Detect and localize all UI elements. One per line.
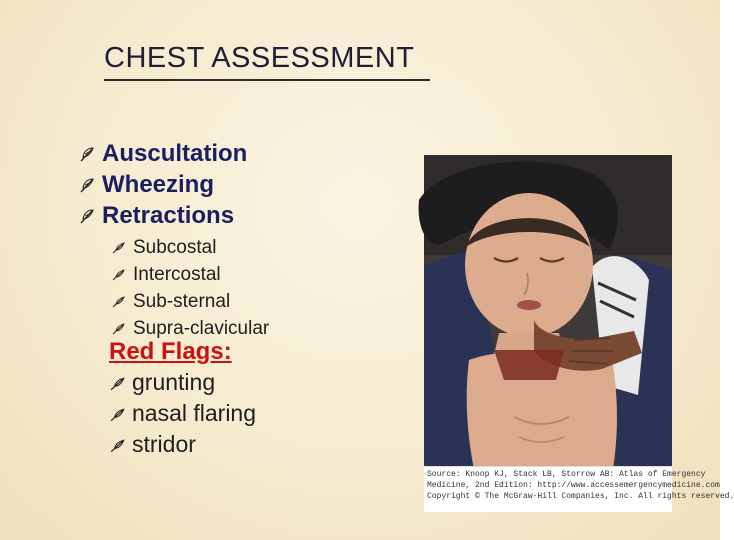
credit-line: Medicine, 2nd Edition: http://www.accessemergencymedicine.com bbox=[427, 481, 720, 490]
bullet-auscultation bbox=[78, 138, 269, 169]
red-flags-heading: Red Flags: bbox=[109, 338, 232, 365]
sub-bullet-label: Supra-clavicular bbox=[133, 318, 270, 339]
clinical-photo bbox=[424, 155, 734, 512]
shirt-graphic bbox=[494, 350, 564, 380]
bullet-retractions bbox=[78, 200, 269, 231]
title-underline bbox=[104, 79, 430, 81]
red-flag-nasal-flaring bbox=[110, 398, 256, 429]
photo-credit bbox=[424, 466, 734, 512]
credit-line: Source: Knoop KJ, Stack LB, Storrow AB: Atlas of Emergency bbox=[427, 470, 706, 479]
sub-bullet-intercostal bbox=[78, 261, 269, 288]
red-flag-label: nasal flaring bbox=[132, 400, 257, 426]
sub-bullet-label: Subcostal bbox=[133, 237, 217, 258]
pen-nib-bullet-icon bbox=[110, 408, 126, 422]
red-flag-grunting bbox=[110, 367, 256, 398]
pen-nib-bullet-icon bbox=[110, 439, 126, 453]
bullet-label: Retractions bbox=[102, 202, 235, 229]
feather-quill-bullet-icon bbox=[78, 145, 96, 163]
slide-title: CHEST ASSESSMENT bbox=[104, 42, 415, 74]
child-face bbox=[465, 193, 593, 337]
red-flags-list bbox=[110, 367, 256, 460]
bullet-label: Wheezing bbox=[102, 171, 214, 198]
retraction-sublist-container bbox=[78, 234, 269, 342]
red-flag-label: stridor bbox=[132, 431, 196, 457]
retraction-sublist bbox=[78, 234, 269, 342]
feather-quill-bullet-icon bbox=[78, 207, 96, 225]
sub-bullet-subcostal bbox=[78, 234, 269, 261]
bullet-wheezing bbox=[78, 169, 269, 200]
sub-bullet-label: Intercostal bbox=[133, 264, 221, 285]
pen-nib-bullet-icon bbox=[112, 323, 126, 335]
sub-bullet-label: Sub-sternal bbox=[133, 291, 231, 312]
pen-nib-bullet-icon bbox=[110, 377, 126, 391]
sub-bullet-sub-sternal bbox=[78, 288, 269, 315]
pen-nib-bullet-icon bbox=[112, 242, 126, 254]
red-flag-label: grunting bbox=[132, 369, 216, 395]
bullet-label: Auscultation bbox=[102, 140, 248, 167]
pen-nib-bullet-icon bbox=[112, 296, 126, 308]
red-flag-stridor bbox=[110, 429, 256, 460]
main-bullet-list bbox=[78, 138, 269, 342]
credit-line: Copyright © The McGraw-Hill Companies, Inc. All rights reserved. bbox=[427, 492, 734, 501]
feather-quill-bullet-icon bbox=[78, 176, 96, 194]
child-retractions-illustration bbox=[424, 155, 734, 512]
pen-nib-bullet-icon bbox=[112, 269, 126, 281]
